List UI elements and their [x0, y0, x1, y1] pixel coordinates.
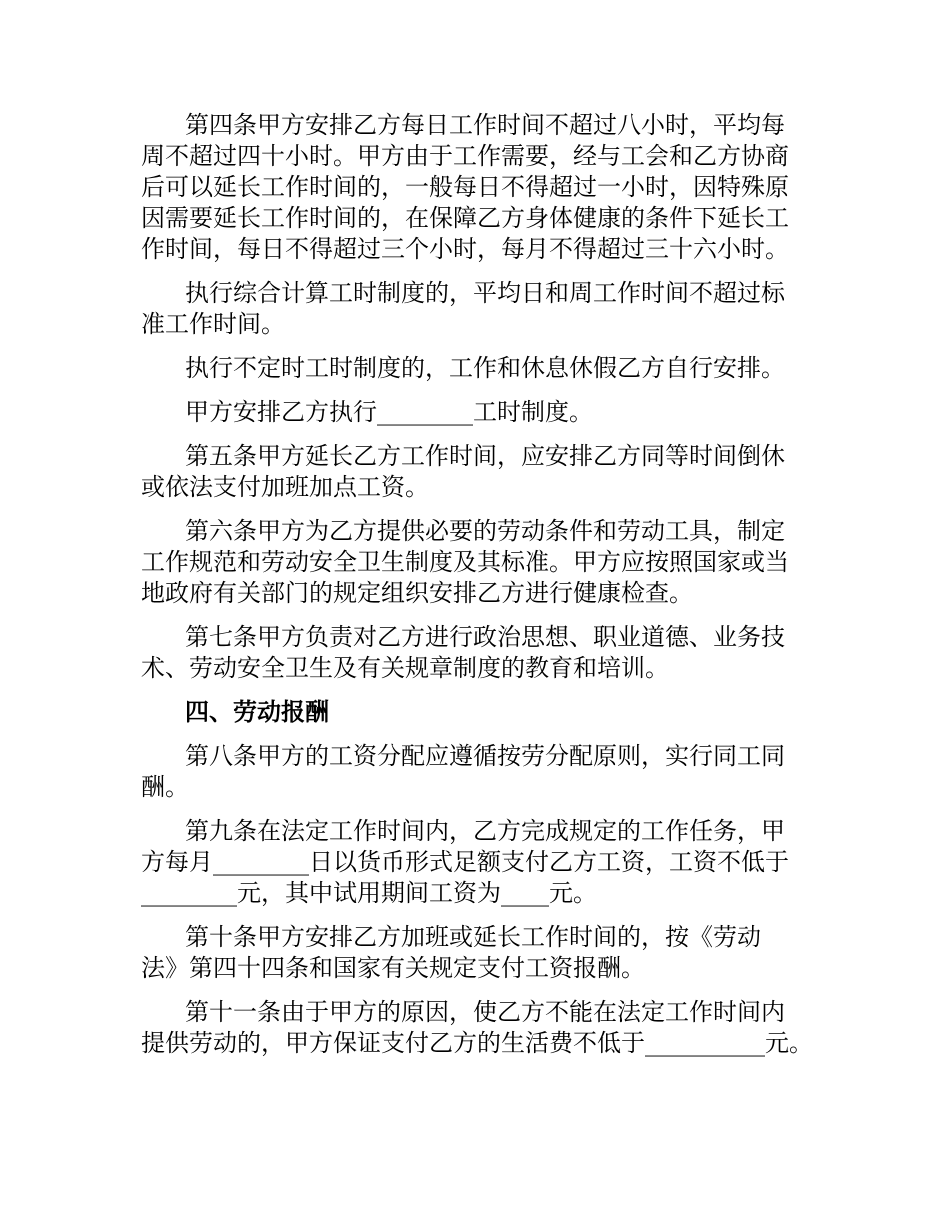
text-line: 法》第四十四条和国家有关规定支付工资报酬。	[141, 954, 645, 982]
text-line: 后可以延长工作时间的，一般每日不得超过一小时，因特殊原	[141, 173, 789, 201]
paragraph-comprehensive-hours	[141, 278, 821, 340]
text-line: 酬。	[141, 773, 189, 801]
paragraph-article-9	[141, 816, 821, 909]
text-line: 准工作时间。	[141, 310, 285, 338]
text-line: 作时间，每日不得超过三个小时，每月不得超过三十六小时。	[141, 235, 789, 263]
text-line: 第十条甲方安排乙方加班或延长工作时间的，按《劳动	[185, 923, 761, 951]
paragraph-article-10	[141, 922, 821, 984]
paragraph-article-8	[141, 741, 821, 803]
text-line: 第六条甲方为乙方提供必要的劳动条件和劳动工具，制定	[185, 517, 785, 545]
paragraph-hours-system-blank	[141, 397, 821, 428]
text-line: 周不超过四十小时。甲方由于工作需要，经与工会和乙方协商	[141, 142, 789, 170]
text-line: 甲方安排乙方执行________工时制度。	[185, 398, 593, 426]
text-line: 因需要延长工作时间的，在保障乙方身体健康的条件下延长工	[141, 204, 789, 232]
document-page	[141, 110, 821, 1072]
paragraph-flexible-hours	[141, 353, 821, 384]
paragraph-article-5	[141, 441, 821, 503]
text-line: 第八条甲方的工资分配应遵循按劳分配原则，实行同工同	[185, 742, 785, 770]
text-line: 第四条甲方安排乙方每日工作时间不超过八小时，平均每	[185, 111, 785, 139]
text-line: 工作规范和劳动安全卫生制度及其标准。甲方应按照国家或当	[141, 548, 789, 576]
text-line: 或依法支付加班加点工资。	[141, 473, 429, 501]
text-line: 地政府有关部门的规定组织安排乙方进行健康检查。	[141, 579, 693, 607]
text-line: 执行综合计算工时制度的，平均日和周工作时间不超过标	[185, 279, 785, 307]
text-line: 第九条在法定工作时间内，乙方完成规定的工作任务，甲	[185, 817, 785, 845]
text-line: 第十一条由于甲方的原因，使乙方不能在法定工作时间内	[185, 998, 785, 1026]
section-heading-labor-remuneration	[141, 697, 821, 728]
heading-text: 四、劳动报酬	[185, 698, 329, 726]
paragraph-article-7	[141, 622, 821, 684]
paragraph-article-4	[141, 110, 821, 265]
text-line: 第七条甲方负责对乙方进行政治思想、职业道德、业务技	[185, 623, 785, 651]
paragraph-article-6	[141, 516, 821, 609]
text-line: 术、劳动安全卫生及有关规章制度的教育和培训。	[141, 654, 669, 682]
text-line: ________元，其中试用期间工资为____元。	[141, 879, 597, 907]
text-line: 提供劳动的，甲方保证支付乙方的生活费不低于__________元。	[141, 1029, 813, 1057]
text-line: 执行不定时工时制度的，工作和休息休假乙方自行安排。	[185, 354, 785, 382]
text-line: 方每月________日以货币形式足额支付乙方工资，工资不低于	[141, 848, 789, 876]
text-line: 第五条甲方延长乙方工作时间，应安排乙方同等时间倒休	[185, 442, 785, 470]
paragraph-article-11	[141, 997, 821, 1059]
